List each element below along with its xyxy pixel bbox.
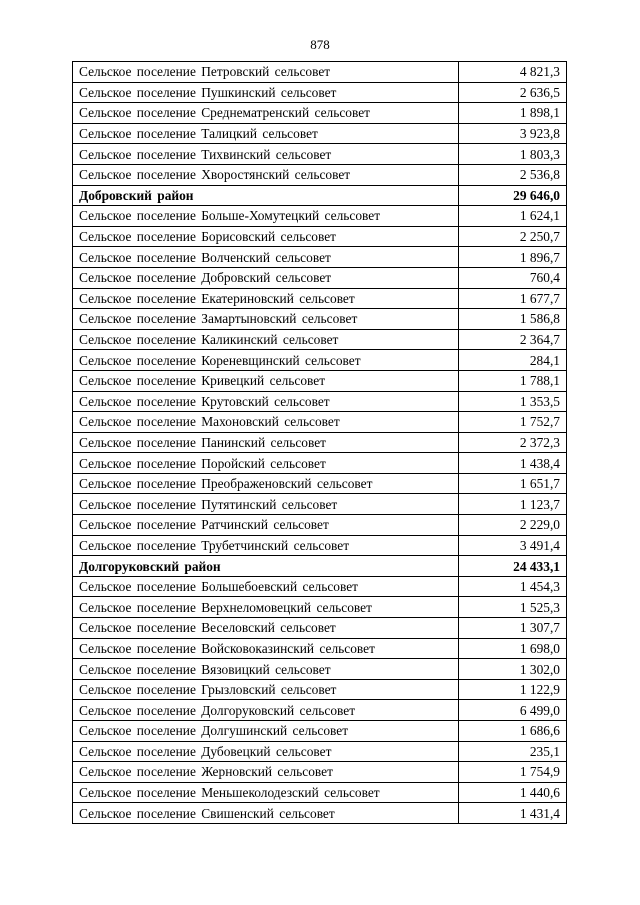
amount-cell: 1 896,7 — [459, 247, 567, 268]
settlement-name-cell: Сельское поселение Вязовицкий сельсовет — [73, 659, 459, 680]
amount-cell: 1 754,9 — [459, 762, 567, 783]
settlement-name-cell: Сельское поселение Талицкий сельсовет — [73, 123, 459, 144]
settlement-name-cell: Сельское поселение Крутовский сельсовет — [73, 391, 459, 412]
table-row — [73, 123, 567, 144]
settlement-name-cell: Сельское поселение Кореневщинский сельсовет — [73, 350, 459, 371]
table-row — [73, 391, 567, 412]
amount-cell: 760,4 — [459, 267, 567, 288]
table-row — [73, 721, 567, 742]
table-row — [73, 638, 567, 659]
settlement-name-cell: Сельское поселение Екатериновский сельсовет — [73, 288, 459, 309]
amount-cell: 1 698,0 — [459, 638, 567, 659]
district-row — [73, 185, 567, 206]
settlement-name-cell: Сельское поселение Преображеновский сельсовет — [73, 473, 459, 494]
table-body — [73, 62, 567, 824]
settlement-name-cell: Сельское поселение Свишенский сельсовет — [73, 803, 459, 824]
settlement-name-cell: Сельское поселение Пушкинский сельсовет — [73, 82, 459, 103]
table-row — [73, 473, 567, 494]
amount-cell: 2 229,0 — [459, 515, 567, 536]
settlement-name-cell: Сельское поселение Большебоевский сельсовет — [73, 576, 459, 597]
amount-cell: 284,1 — [459, 350, 567, 371]
settlement-name-cell: Сельское поселение Хворостянский сельсовет — [73, 164, 459, 185]
amount-cell: 1 440,6 — [459, 782, 567, 803]
table-row — [73, 267, 567, 288]
table-row — [73, 288, 567, 309]
amount-cell: 2 364,7 — [459, 329, 567, 350]
amount-cell: 1 788,1 — [459, 370, 567, 391]
amount-cell: 1 122,9 — [459, 679, 567, 700]
settlement-name-cell: Сельское поселение Трубетчинский сельсовет — [73, 535, 459, 556]
settlement-name-cell: Сельское поселение Замартыновский сельсовет — [73, 309, 459, 330]
amount-cell: 2 536,8 — [459, 164, 567, 185]
settlement-name-cell: Сельское поселение Добровский сельсовет — [73, 267, 459, 288]
settlement-name-cell: Сельское поселение Верхнеломовецкий сельсовет — [73, 597, 459, 618]
budget-table — [72, 61, 567, 824]
settlement-name-cell: Сельское поселение Жерновский сельсовет — [73, 762, 459, 783]
page-number: 878 — [310, 37, 330, 52]
table-row — [73, 453, 567, 474]
district-name-cell: Долгоруковский район — [73, 556, 459, 577]
table-row — [73, 432, 567, 453]
amount-cell: 1 454,3 — [459, 576, 567, 597]
table-row — [73, 206, 567, 227]
district-name-cell: Добровский район — [73, 185, 459, 206]
table-row — [73, 309, 567, 330]
district-total-cell: 24 433,1 — [459, 556, 567, 577]
settlement-name-cell: Сельское поселение Долгоруковский сельсовет — [73, 700, 459, 721]
amount-cell: 1 686,6 — [459, 721, 567, 742]
amount-cell: 1 898,1 — [459, 103, 567, 124]
settlement-name-cell: Сельское поселение Больше-Хомутецкий сельсовет — [73, 206, 459, 227]
amount-cell: 1 353,5 — [459, 391, 567, 412]
amount-cell: 2 372,3 — [459, 432, 567, 453]
table-row — [73, 515, 567, 536]
table-row — [73, 370, 567, 391]
settlement-name-cell: Сельское поселение Грызловский сельсовет — [73, 679, 459, 700]
table-row — [73, 803, 567, 824]
amount-cell: 1 438,4 — [459, 453, 567, 474]
amount-cell: 3 923,8 — [459, 123, 567, 144]
settlement-name-cell: Сельское поселение Среднематренский сельсовет — [73, 103, 459, 124]
table-row — [73, 782, 567, 803]
table-row — [73, 62, 567, 83]
table-row — [73, 226, 567, 247]
table-row — [73, 103, 567, 124]
amount-cell: 1 307,7 — [459, 618, 567, 639]
table-row — [73, 659, 567, 680]
amount-cell: 1 651,7 — [459, 473, 567, 494]
table-row — [73, 350, 567, 371]
table-row — [73, 576, 567, 597]
amount-cell: 1 752,7 — [459, 412, 567, 433]
settlement-name-cell: Сельское поселение Путятинский сельсовет — [73, 494, 459, 515]
settlement-name-cell: Сельское поселение Борисовский сельсовет — [73, 226, 459, 247]
district-row — [73, 556, 567, 577]
settlement-name-cell: Сельское поселение Тихвинский сельсовет — [73, 144, 459, 165]
amount-cell: 1 586,8 — [459, 309, 567, 330]
table-row — [73, 494, 567, 515]
table-row — [73, 82, 567, 103]
amount-cell: 2 250,7 — [459, 226, 567, 247]
amount-cell: 1 123,7 — [459, 494, 567, 515]
amount-cell: 1 677,7 — [459, 288, 567, 309]
settlement-name-cell: Сельское поселение Долгушинский сельсовет — [73, 721, 459, 742]
settlement-name-cell: Сельское поселение Веселовский сельсовет — [73, 618, 459, 639]
amount-cell: 3 491,4 — [459, 535, 567, 556]
settlement-name-cell: Сельское поселение Поройский сельсовет — [73, 453, 459, 474]
settlement-name-cell: Сельское поселение Волченский сельсовет — [73, 247, 459, 268]
amount-cell: 1 624,1 — [459, 206, 567, 227]
table-row — [73, 741, 567, 762]
table-row — [73, 762, 567, 783]
table-row — [73, 164, 567, 185]
table-row — [73, 144, 567, 165]
table-row — [73, 679, 567, 700]
table-row — [73, 700, 567, 721]
district-total-cell: 29 646,0 — [459, 185, 567, 206]
amount-cell: 6 499,0 — [459, 700, 567, 721]
table-row — [73, 535, 567, 556]
table-row — [73, 329, 567, 350]
amount-cell: 235,1 — [459, 741, 567, 762]
table-row — [73, 247, 567, 268]
settlement-name-cell: Сельское поселение Панинский сельсовет — [73, 432, 459, 453]
settlement-name-cell: Сельское поселение Кривецкий сельсовет — [73, 370, 459, 391]
table-row — [73, 597, 567, 618]
amount-cell: 1 431,4 — [459, 803, 567, 824]
settlement-name-cell: Сельское поселение Каликинский сельсовет — [73, 329, 459, 350]
settlement-name-cell: Сельское поселение Дубовецкий сельсовет — [73, 741, 459, 762]
table-row — [73, 412, 567, 433]
amount-cell: 1 525,3 — [459, 597, 567, 618]
settlement-name-cell: Сельское поселение Ратчинский сельсовет — [73, 515, 459, 536]
amount-cell: 1 302,0 — [459, 659, 567, 680]
settlement-name-cell: Сельское поселение Махоновский сельсовет — [73, 412, 459, 433]
table-row — [73, 618, 567, 639]
settlement-name-cell: Сельское поселение Меньшеколодезский сельсовет — [73, 782, 459, 803]
amount-cell: 1 803,3 — [459, 144, 567, 165]
settlement-name-cell: Сельское поселение Войсковоказинский сельсовет — [73, 638, 459, 659]
amount-cell: 2 636,5 — [459, 82, 567, 103]
amount-cell: 4 821,3 — [459, 62, 567, 83]
settlement-name-cell: Сельское поселение Петровский сельсовет — [73, 62, 459, 83]
